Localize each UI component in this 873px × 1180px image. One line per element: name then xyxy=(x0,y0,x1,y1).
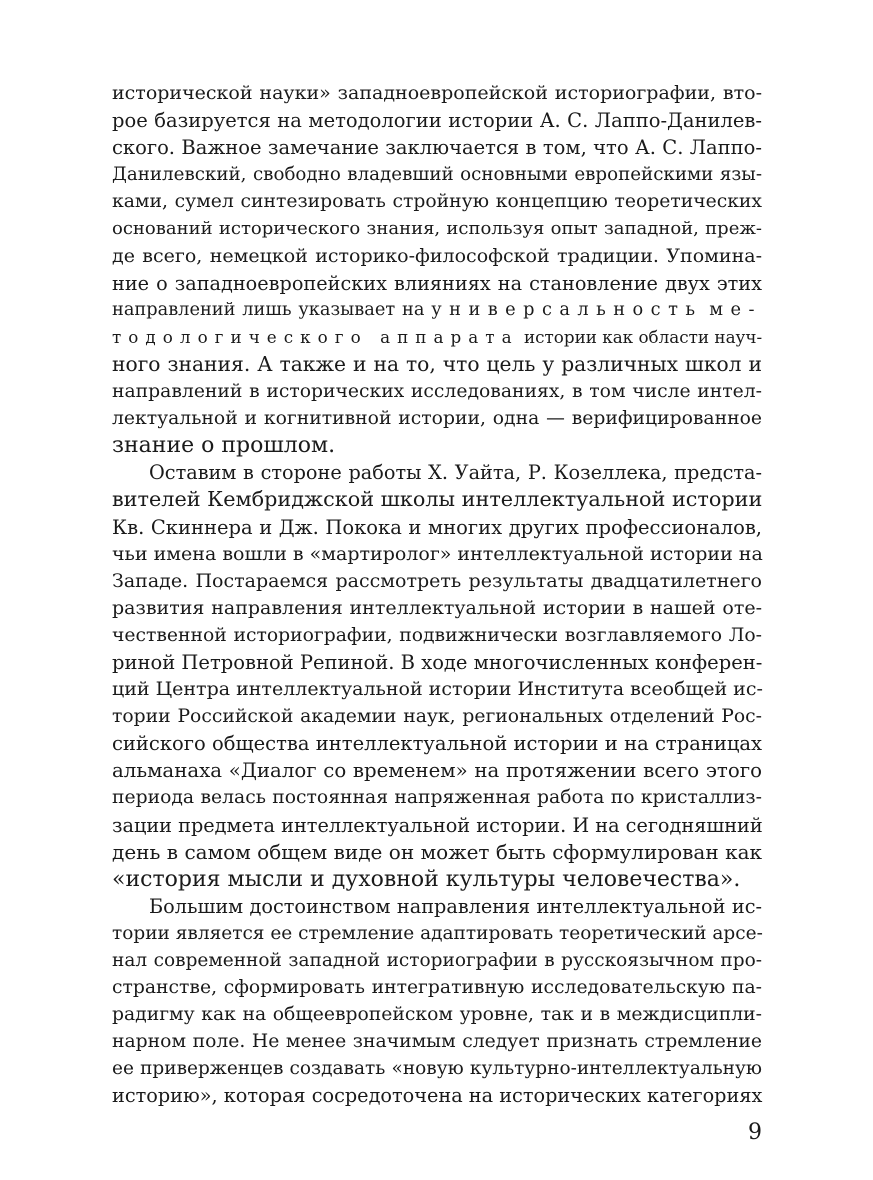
text-line: периода велась постоянная напряженная работа по кристаллиз- xyxy=(112,787,762,809)
text-line: Большим достоинством направления интеллектуальной ис- xyxy=(149,894,762,918)
text-line: ского. Важное замечание заключается в том, что А. С. Лаппо- xyxy=(112,136,762,160)
spaced-emphasis: ме- xyxy=(709,299,762,320)
spaced-emphasis: тодологического аппарата xyxy=(112,326,519,347)
text-line: де всего, немецкой историко-философской традиции. Упомина- xyxy=(112,244,762,267)
plain-text: истории как области науч- xyxy=(523,326,763,347)
text-line: Оставим в стороне работы Х. Уайта, Р. Козеллека, предста- xyxy=(149,461,762,485)
text-line: сийского общества интеллектуальной истории и на страницах xyxy=(112,732,762,756)
text-line: риной Петровной Репиной. В ходе многочисленных конферен- xyxy=(112,650,763,674)
text-line: вителей Кембриджской школы интеллектуальной истории xyxy=(112,487,763,512)
paragraph-1 xyxy=(112,80,762,459)
text-line: чьи имена вошли в «мартиролог» интеллектуальной истории на xyxy=(112,542,763,565)
page-number: 9 xyxy=(748,1120,762,1145)
spaced-emphasis: универсальность xyxy=(431,299,703,320)
text-line: альманаха «Диалог со временем» на протяжении всего этого xyxy=(112,759,762,783)
text-line: зации предмета интеллектуальной истории. И на сегодняшний xyxy=(112,813,763,837)
text-line: историю», которая сосредоточена на исторических категориях xyxy=(112,1084,763,1108)
body-text xyxy=(112,80,762,1110)
text-line: оснований исторического знания, используя опыт западной, преж- xyxy=(112,218,762,240)
text-line-emphasis xyxy=(112,324,762,351)
text-line: тории Российской академии наук, региональных отделений Рос- xyxy=(112,706,762,728)
text-line: Данилевский, свободно владевший основными европейскими язы- xyxy=(112,164,762,186)
text-line: «история мысли и духовной культуры человечества». xyxy=(112,866,741,892)
text-line: день в самом общем виде он может быть сформулирован как xyxy=(112,839,762,864)
text-line: ного знания. А также и на то, что цель у различных школ и xyxy=(112,351,762,376)
paragraph-2 xyxy=(112,459,762,893)
text-line: ее приверженцев создавать «новую культурно-интеллектуальную xyxy=(112,1058,762,1080)
text-line: радигму как на общеевропейском уровне, так и в междисципли- xyxy=(112,1004,762,1026)
paragraph-3 xyxy=(112,893,762,1110)
plain-text: направлений лишь указывает на xyxy=(112,299,425,320)
text-line: странстве, сформировать интегративную исследовательскую па- xyxy=(112,977,762,999)
text-line: ние о западноевропейских влияниях на становление двух этих xyxy=(112,271,762,295)
text-line: тории является ее стремление адаптировать теоретический арсе- xyxy=(112,922,763,944)
text-line: Кв. Скиннера и Дж. Покока и многих других профессионалов, xyxy=(112,515,762,539)
text-line: развития направления интеллектуальной истории в нашей оте- xyxy=(112,596,762,619)
text-line: нал современной западной историографии в русскоязычном про- xyxy=(112,950,762,971)
text-line: ками, сумел синтезировать стройную концепцию теоретических xyxy=(112,191,762,213)
text-line: ций Центра интеллектуальной истории Института всеобщей ис- xyxy=(112,678,763,701)
text-line: исторической науки» западноевропейской историографии, вто- xyxy=(112,82,762,104)
text-line: Западе. Постараемся рассмотреть результаты двадцатилетнего xyxy=(112,569,762,592)
text-line: чественной историографии, подвижнически возглавляемого Ло- xyxy=(112,624,762,646)
text-line: знание о прошлом. xyxy=(112,433,336,459)
text-line: нарном поле. Не менее значимым следует признать стремление xyxy=(112,1031,762,1053)
text-line-emphasis xyxy=(112,297,762,324)
text-line: рое базируется на методологии истории А. С. Лаппо-Данилев- xyxy=(112,109,762,133)
text-line: направлений в исторических исследованиях, в том числе интел- xyxy=(112,381,762,403)
text-line: лектуальной и когнитивной истории, одна — верифицированное xyxy=(112,408,762,430)
